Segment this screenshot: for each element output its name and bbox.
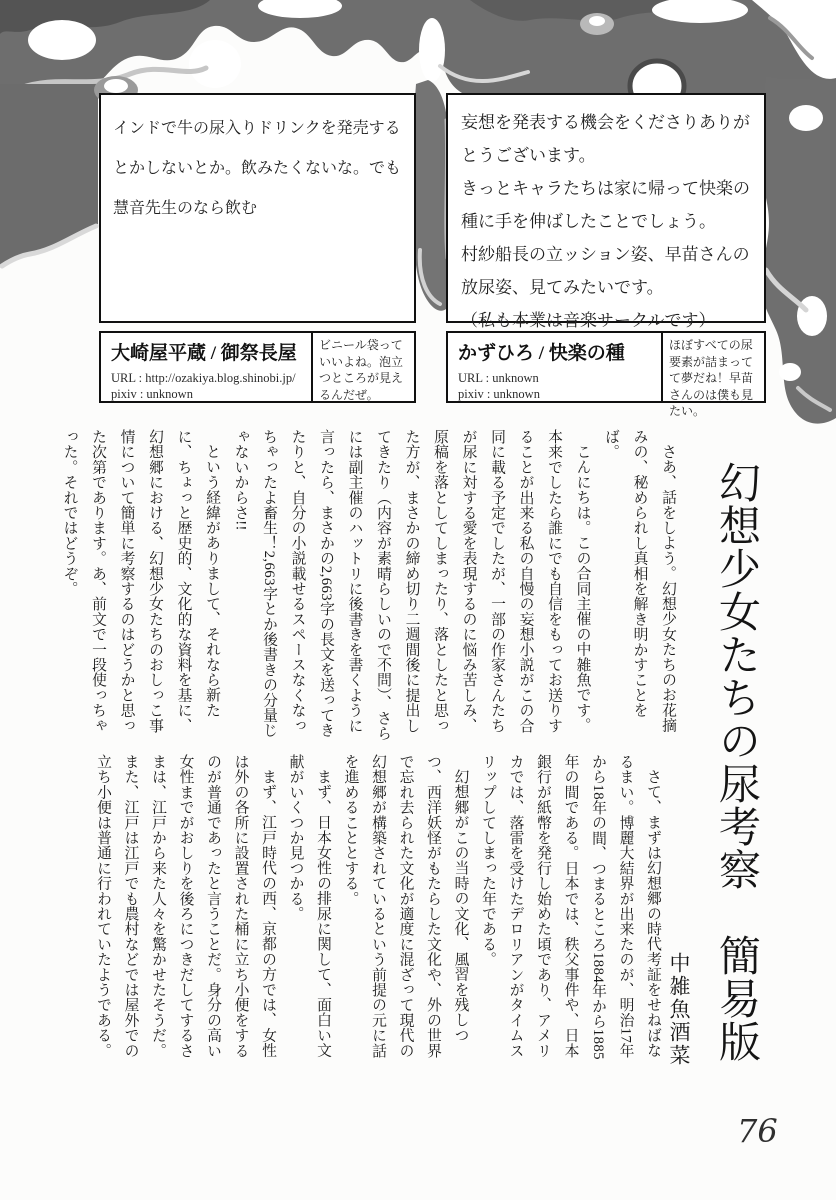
credit-side-note: ほぼすべての尿要素が詰まってて夢だね！早苗さんのは僕も見たい。	[661, 333, 764, 401]
article-author: 中雑魚酒菜	[667, 952, 691, 1067]
vertical-paragraph: という経緯がありまして、それなら新たに、ちょっと歴史的、文化的な資料を基に、幻想郷における、幻想少女たちのおしっこ事情について簡単に考察するのはどうかと思った次第であります。あ、前文で一段使っちゃった。それではどうぞ。	[61, 429, 220, 733]
credit-url: URL : http://ozakiya.blog.shinobi.jp/	[111, 371, 296, 385]
vertical-paragraph: さあ、話をしよう。幻想少女たちのお花摘みの、秘められし真相を解き明かすことをば。	[603, 429, 676, 733]
page-number: 76	[737, 1112, 778, 1150]
ink-blob-left	[0, 84, 98, 266]
vertical-paragraph: 幻想郷がこの当時の文化、風習を残しつつ、西洋妖怪がもたらした文化や、外の世界で忘れ去られた文化が適度に混ざって現代の幻想郷が構築されているという前提の元に話を進めることとする。	[342, 754, 469, 1058]
body-text-block	[89, 754, 667, 1072]
vertical-paragraph: さて、まずは幻想郷の時代考証をせねばなるまい。博麗大結界が出来たのが、明治17年から18年の間、つまるところ1884年から1885年の間である。日本では、秩父事件や、日本銀行が紙幣を発行し始めた頃であり、アメリカでは、落雷を受けたデロリアンがタイムスリップしてしまった年である。	[480, 754, 661, 1060]
vertical-paragraph: こんにちは。この合同主催の中雑魚です。本来でしたら誰にでも自信をもってお送りすることが出来る私の自慢の妄想小説がこの合同に載る予定でしたが、一部の作家さんたちが尿に対する愛を表現するのに悩み苦しみ、原稿を落としてしまったり、落としたと思った方が、まさかの締め切り二週間後に提出してきたり（内容が素晴らしいので不問）、さらには副主催のハットリに後書きを書くように言ったら、まさかの2,663字の長文を送ってきたりと、自分の小説載せるスペースなくなっちゃったよ畜生！2,663字とか後書きの分量じゃないからさ!!	[232, 429, 591, 741]
intro-text-block	[55, 429, 682, 741]
credit-main	[101, 333, 311, 401]
comment-line: 妄想を発表する機会をくださりありがとうございます。	[461, 113, 750, 165]
vertical-paragraph: まず、日本女性の排尿に関して、面白い文献がいくつか見つかる。	[287, 754, 331, 1058]
credit-url: URL : unknown	[458, 371, 539, 385]
credit-pixiv: pixiv : unknown	[458, 387, 540, 401]
credit-name: かずひろ / 快楽の種	[458, 343, 625, 364]
credit-strip-right	[446, 331, 766, 418]
credit-side-note: ビニール袋っていいよね。泡立つところが見えるんだぜ。	[311, 333, 414, 401]
comment-line: きっとキャラたちは家に帰って快楽の種に手を伸ばしたことでしょう。	[461, 179, 750, 231]
credit-name: 大崎屋平蔵 / 御祭長屋	[111, 343, 297, 364]
vertical-paragraph: まず、江戸時代の西、京都の方では、女性は外の各所に設置された桶に立ち小便をするのが普通であったと言うことだ。身分の高い女性までがおしりを後ろにつきだしてするさまは、江戸から来た人々を驚かせたそうだ。また、江戸は江戸でも農村などでは屋外での立ち小便は普通に行われていたようである。	[95, 754, 276, 1058]
credit-main	[448, 333, 661, 401]
comment-box-right	[446, 93, 766, 330]
credit-pixiv: pixiv : unknown	[111, 387, 193, 401]
comment-box-left	[99, 93, 416, 323]
credit-strip-left	[99, 331, 416, 403]
comment-line: 村紗船長の立ッション姿、早苗さんの放尿姿、見てみたいです。	[461, 245, 750, 297]
article-title: 幻想少女たちの尿考察 簡易版	[713, 461, 759, 1063]
comment-text: インドで牛の尿入りドリンクを発売するとかしないとか。飲みたくないな。でも慧音先生のなら飲む	[113, 120, 402, 217]
comment-line: （私も本業は音楽サークルです）	[461, 311, 716, 330]
